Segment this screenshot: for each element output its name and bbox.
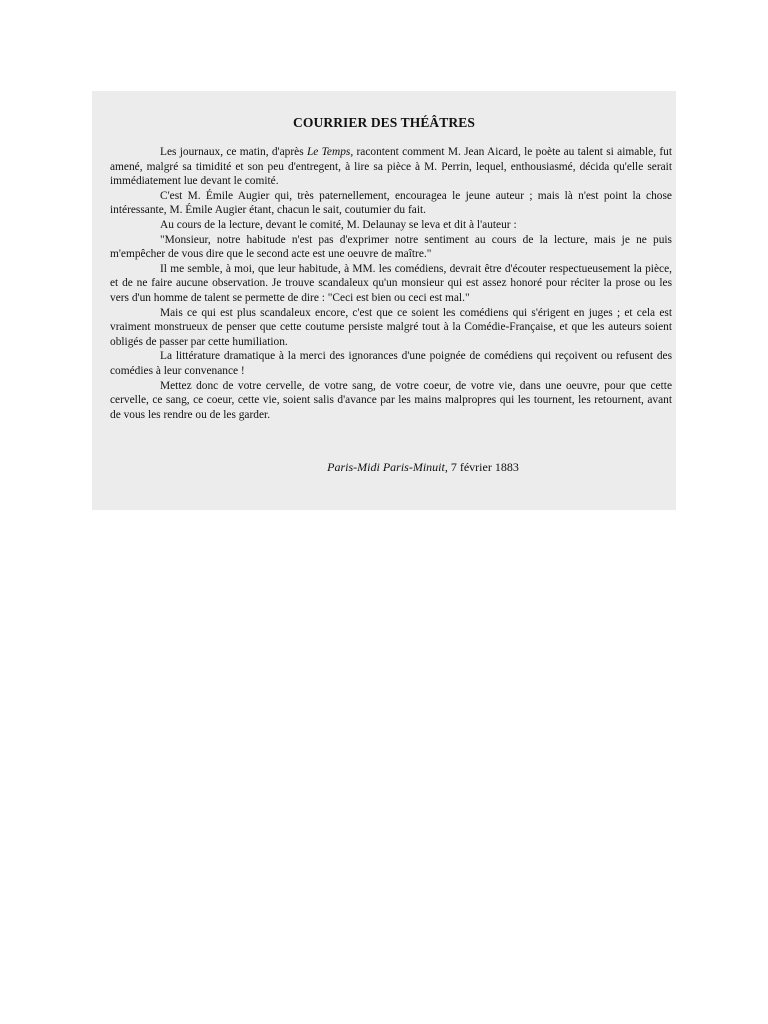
- paragraph-4: "Monsieur, notre habitude n'est pas d'exprimer notre sentiment au cours de la lecture, mais je ne puis m'empêcher de vous dire que le second acte est une oeuvre de maître.": [110, 233, 672, 261]
- paragraph-5: Il me semble, à moi, que leur habitude, à MM. les comédiens, devrait être d'écouter respectueusement la pièce, et de ne faire aucune observation. Je trouve scandaleux qu'un monsieur qui est assez honoré pour réciter la prose ou les vers d'un homme de talent se permette de dire : "Ceci est bien ou ceci est mal.": [110, 262, 672, 304]
- paragraph-7: La littérature dramatique à la merci des ignorances d'une poignée de comédiens qui reçoivent ou refusent des comédies à leur convenance !: [110, 350, 672, 377]
- article-body: [110, 145, 672, 422]
- paragraph-2: C'est M. Émile Augier qui, très paternellement, encouragea le jeune auteur ; mais là n'est point la chose intéressante, M. Émile Augier étant, chacun le sait, coutumier du fait.: [110, 189, 672, 217]
- paragraph-1: [110, 145, 672, 189]
- paragraph-1-rest: racontent comment M. Jean Aicard, le poète au talent si aimable, fut amené, malgré sa timidité et son peu d'entregent, à lire sa pièce à M. Perrin, lequel, enthousiasmé, décida qu'elle serait immédiatement lue devant le comité.: [110, 146, 672, 188]
- signature-source: Paris-Midi Paris-Minuit,: [327, 460, 448, 474]
- article-title: COURRIER DES THÉÂTRES: [293, 115, 475, 130]
- article-signature: [92, 460, 676, 475]
- paragraph-6: Mais ce qui est plus scandaleux encore, c'est que ce soient les comédiens qui s'érigent en juges ; et cela est vraiment monstrueux de penser que cette coutume persiste malgré tout à la Comédie-Française, et que les auteurs soient obligés de passer par cette humiliation.: [110, 306, 672, 348]
- paragraph-8: Mettez donc de votre cervelle, de votre sang, de votre coeur, de votre vie, dans une oeuvre, pour que cette cervelle, ce sang, ce coeur, cette vie, soient salis d'avance par les mains malpropres qui les tournent, les retournent, avant de vous les rendre ou de les garder.: [110, 379, 672, 421]
- newspaper-name: Le Temps,: [306, 146, 354, 158]
- scanned-article: [92, 91, 676, 510]
- signature-date: 7 février 1883: [450, 460, 519, 474]
- paragraph-3: Au cours de la lecture, devant le comité, M. Delaunay se leva et dit à l'auteur :: [160, 218, 517, 231]
- paragraph-1-intro: Les journaux, ce matin, d'après: [160, 146, 307, 158]
